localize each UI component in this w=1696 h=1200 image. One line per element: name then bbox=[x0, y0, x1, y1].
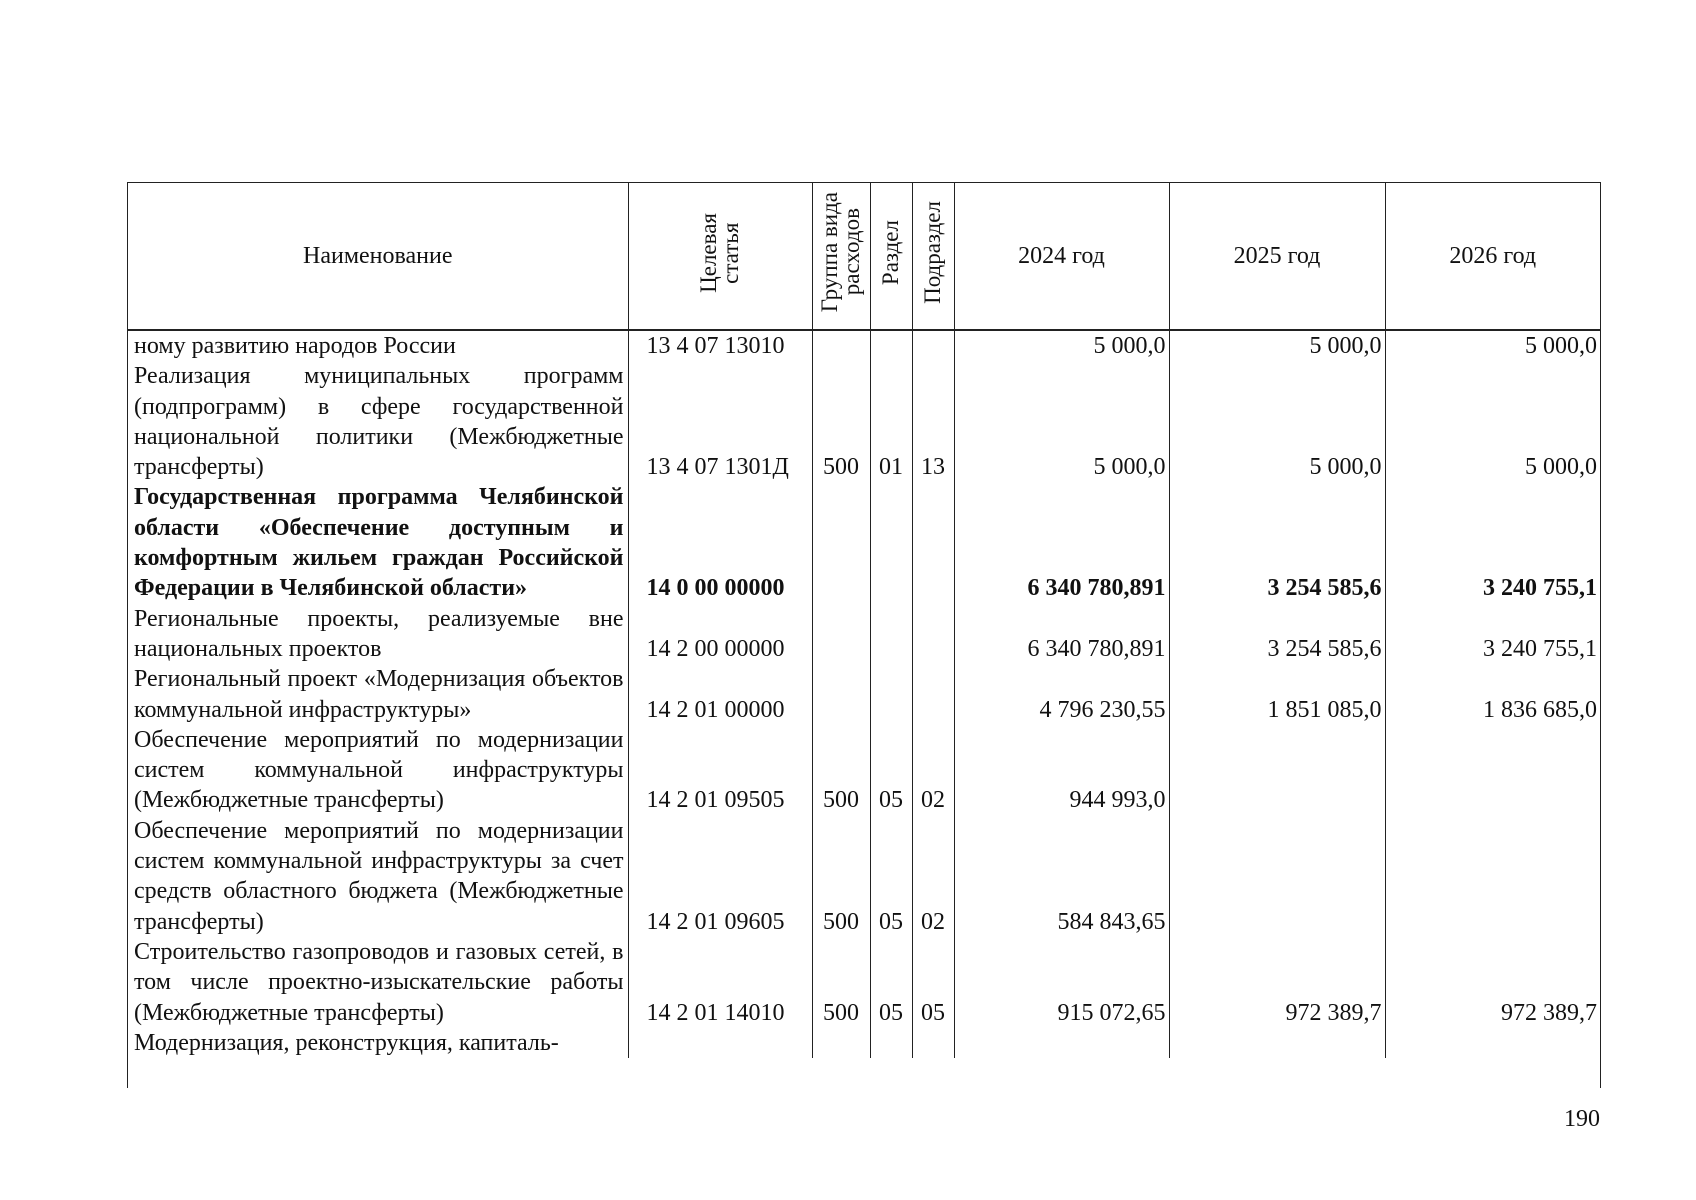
row-expense-group: 500 bbox=[812, 937, 870, 1028]
header-subsection bbox=[912, 183, 954, 330]
row-section: 01 bbox=[870, 361, 912, 482]
row-name: ному развитию народов России bbox=[134, 333, 456, 359]
row-amount-2025: 3 254 585,6 bbox=[1169, 604, 1385, 665]
row-amount-2024: 5 000,0 bbox=[954, 330, 1169, 361]
header-year-2026: 2026 год bbox=[1385, 183, 1600, 330]
row-amount-2024: 915 072,65 bbox=[954, 937, 1169, 1028]
row-section bbox=[870, 1028, 912, 1058]
row-amount-2025 bbox=[1169, 1028, 1385, 1058]
row-target-article: 14 2 01 14010 bbox=[628, 937, 812, 1028]
row-amount-2024: 944 993,0 bbox=[954, 725, 1169, 816]
row-amount-2025 bbox=[1169, 816, 1385, 937]
row-section bbox=[870, 604, 912, 665]
row-subsection: 05 bbox=[912, 937, 954, 1028]
row-target-article: 13 4 07 13010 bbox=[628, 330, 812, 361]
row-amount-2026 bbox=[1385, 725, 1600, 816]
row-amount-2026 bbox=[1385, 816, 1600, 937]
table-row bbox=[128, 816, 1600, 937]
row-target-article: 13 4 07 1301Д bbox=[628, 361, 812, 482]
page-number: 190 bbox=[1564, 1106, 1600, 1132]
row-subsection: 02 bbox=[912, 816, 954, 937]
row-amount-2024: 584 843,65 bbox=[954, 816, 1169, 937]
row-target-article: 14 2 01 09605 bbox=[628, 816, 812, 937]
row-expense-group bbox=[812, 330, 870, 361]
table-row bbox=[128, 330, 1600, 361]
row-subsection: 02 bbox=[912, 725, 954, 816]
row-subsection bbox=[912, 664, 954, 725]
row-name: Региональный проект «Модернизация объектов коммунальной инфраструктуры» bbox=[134, 666, 624, 723]
row-amount-2024: 5 000,0 bbox=[954, 361, 1169, 482]
row-subsection bbox=[912, 1028, 954, 1058]
row-name: Реализация муниципальных программ (подпрограмм) в сфере государственной национальной политики (Межбюджетные трансферты) bbox=[134, 363, 624, 481]
table-row bbox=[128, 482, 1600, 603]
row-expense-group bbox=[812, 482, 870, 603]
row-target-article: 14 2 01 09505 bbox=[628, 725, 812, 816]
row-amount-2025: 972 389,7 bbox=[1169, 937, 1385, 1028]
table-row bbox=[128, 361, 1600, 482]
row-name: Строительство газопроводов и газовых сетей, в том числе проектно-изыскательские работы (Межбюджетные трансферты) bbox=[134, 938, 624, 1026]
table-row bbox=[128, 664, 1600, 725]
row-name: Государственная программа Челябинской области «Обеспечение доступным и комфортным жильем граждан Российской Федерации в Челябинской области» bbox=[134, 484, 624, 602]
header-subsection-label: Подраздел bbox=[920, 201, 945, 304]
header-target-article bbox=[628, 183, 812, 330]
row-amount-2025 bbox=[1169, 725, 1385, 816]
row-section: 05 bbox=[870, 816, 912, 937]
row-amount-2026: 5 000,0 bbox=[1385, 330, 1600, 361]
budget-table bbox=[128, 183, 1600, 1058]
row-amount-2025: 5 000,0 bbox=[1169, 330, 1385, 361]
row-amount-2025: 5 000,0 bbox=[1169, 361, 1385, 482]
row-target-article: 14 0 00 00000 bbox=[628, 482, 812, 603]
row-subsection bbox=[912, 330, 954, 361]
row-expense-group bbox=[812, 604, 870, 665]
row-name: Обеспечение мероприятий по модернизации систем коммунальной инфраструктуры (Межбюджетные трансферты) bbox=[134, 726, 624, 814]
row-expense-group: 500 bbox=[812, 361, 870, 482]
row-name: Региональные проекты, реализуемые вне национальных проектов bbox=[134, 605, 624, 662]
row-amount-2026: 3 240 755,1 bbox=[1385, 604, 1600, 665]
row-subsection: 13 bbox=[912, 361, 954, 482]
header-expense-group-label: Группа вида расходов bbox=[817, 192, 864, 313]
row-amount-2024: 6 340 780,891 bbox=[954, 482, 1169, 603]
row-amount-2024: 6 340 780,891 bbox=[954, 604, 1169, 665]
row-expense-group: 500 bbox=[812, 725, 870, 816]
row-section: 05 bbox=[870, 937, 912, 1028]
row-expense-group bbox=[812, 664, 870, 725]
table-row bbox=[128, 937, 1600, 1028]
table-row bbox=[128, 604, 1600, 665]
row-amount-2026: 5 000,0 bbox=[1385, 361, 1600, 482]
row-target-article: 14 2 00 00000 bbox=[628, 604, 812, 665]
header-section-label: Раздел bbox=[878, 219, 903, 286]
table-row bbox=[128, 1028, 1600, 1058]
row-amount-2025: 1 851 085,0 bbox=[1169, 664, 1385, 725]
row-subsection bbox=[912, 604, 954, 665]
row-section: 05 bbox=[870, 725, 912, 816]
table-body bbox=[128, 330, 1600, 1058]
header-target-article-label: Целевая статья bbox=[696, 212, 743, 293]
header-expense-group bbox=[812, 183, 870, 330]
row-name: Модернизация, реконструкция, капиталь- bbox=[134, 1029, 559, 1056]
row-amount-2026: 3 240 755,1 bbox=[1385, 482, 1600, 603]
row-amount-2026: 1 836 685,0 bbox=[1385, 664, 1600, 725]
row-section bbox=[870, 330, 912, 361]
row-section bbox=[870, 482, 912, 603]
header-section bbox=[870, 183, 912, 330]
row-amount-2024 bbox=[954, 1028, 1169, 1058]
header-name: Наименование bbox=[128, 183, 628, 330]
table-header-row bbox=[128, 183, 1600, 330]
row-section bbox=[870, 664, 912, 725]
table-row bbox=[128, 725, 1600, 816]
row-expense-group: 500 bbox=[812, 816, 870, 937]
row-amount-2025: 3 254 585,6 bbox=[1169, 482, 1385, 603]
row-amount-2026 bbox=[1385, 1028, 1600, 1058]
row-amount-2024: 4 796 230,55 bbox=[954, 664, 1169, 725]
row-target-article bbox=[628, 1028, 812, 1058]
row-amount-2026: 972 389,7 bbox=[1385, 937, 1600, 1028]
row-target-article: 14 2 01 00000 bbox=[628, 664, 812, 725]
row-subsection bbox=[912, 482, 954, 603]
header-year-2025: 2025 год bbox=[1169, 183, 1385, 330]
row-name: Обеспечение мероприятий по модернизации систем коммунальной инфраструктуры за счет средств областного бюджета (Межбюджетные трансферты) bbox=[134, 817, 624, 935]
row-expense-group bbox=[812, 1028, 870, 1058]
header-year-2024: 2024 год bbox=[954, 183, 1169, 330]
budget-table-frame bbox=[127, 182, 1601, 1088]
